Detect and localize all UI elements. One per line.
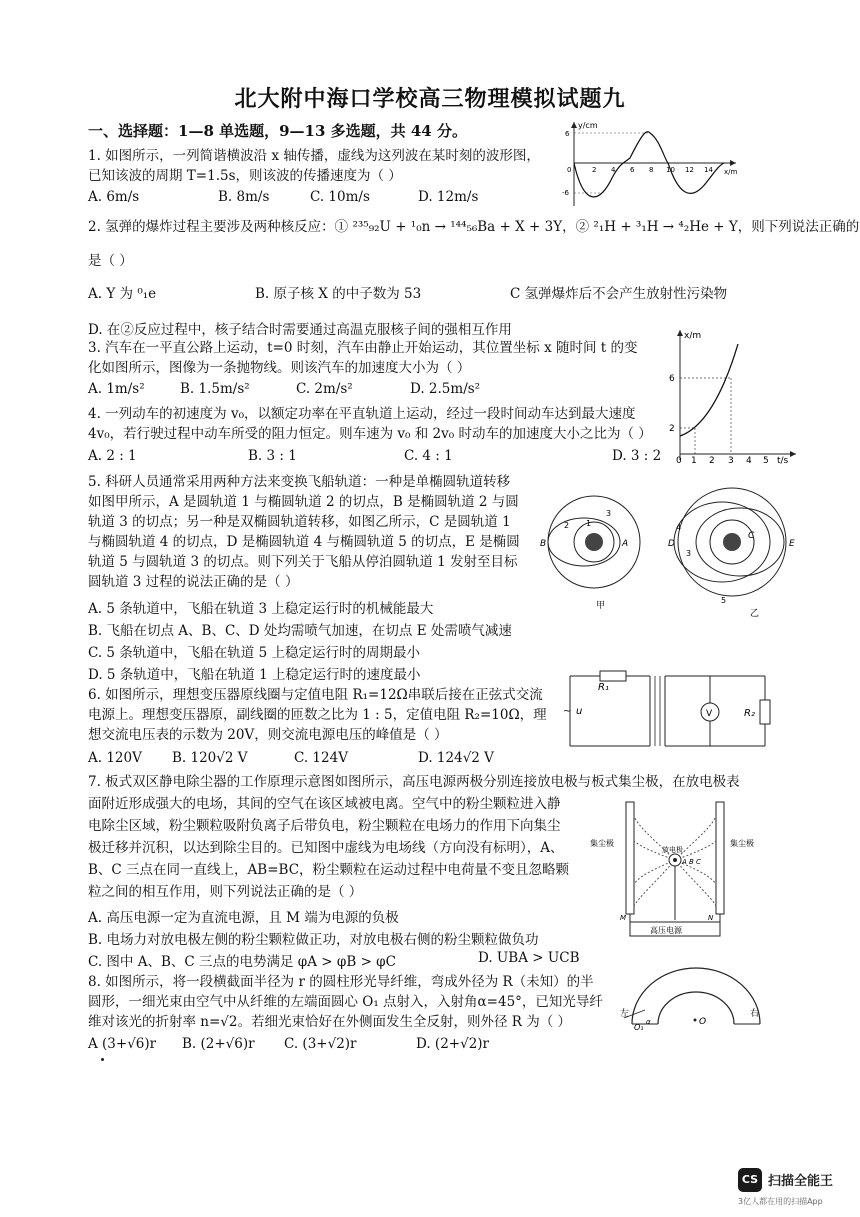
- q8-text-2: 圆形，一细光束由空气中从纤维的左端面圆心 O₁ 点射入，入射角α=45°，已知光导纤: [88, 994, 603, 1010]
- q3-option-c: C. 2m/s²: [296, 381, 353, 397]
- q2-text-2: 是（ ）: [88, 253, 133, 269]
- q1-tick: 4: [611, 166, 616, 174]
- q3-x-tick: 2: [709, 456, 715, 464]
- q7-left-plate-label: 集尘极: [590, 839, 614, 848]
- q1-option-d: D. 12m/s: [418, 189, 479, 205]
- q3-position-graph: [660, 324, 800, 464]
- q8-fiber-figure: [620, 958, 770, 1030]
- q5-label-A: A: [622, 539, 629, 549]
- q6-option-c: C. 124V: [294, 750, 348, 766]
- q8-left-label: 左: [620, 1009, 630, 1019]
- q5-option-d: D. 5 条轨道中，飞船在轨道 1 上稳定运行时的速度最小: [88, 667, 421, 683]
- q1-option-a: A. 6m/s: [88, 189, 140, 205]
- q2-option-b: B. 原子核 X 的中子数为 53: [255, 286, 422, 302]
- page-title: 北大附中海口学校高三物理模拟试题九: [234, 86, 626, 112]
- q8-text-3: 维对该光的折射率 n=√2。若细光束恰好在外侧面发生全反射，则外径 R 为（ ）: [88, 1014, 572, 1030]
- q6-source-u: u: [576, 706, 583, 717]
- q8-option-d: D. (2+√2)r: [416, 1036, 490, 1052]
- q1-text-2: 已知该波的周期 T=1.5s，则该波的传播速度为（ ）: [88, 168, 402, 184]
- q8-alpha-label: α: [646, 1018, 651, 1026]
- q5-label-D: D: [668, 539, 675, 549]
- q6-text-1: 6. 如图所示，理想变压器原线圈与定值电阻 R₁=12Ω串联后接在正弦式交流: [88, 687, 543, 703]
- q4-option-d: D. 3 : 2: [612, 448, 662, 464]
- q7-option-a: A. 高压电源一定为直流电源，且 M 端为电源的负极: [88, 910, 399, 926]
- q7-right-plate-label: 集尘极: [730, 839, 754, 848]
- q5-text-2: 如图甲所示，A 是圆轨道 1 与椭圆轨道 2 的切点，B 是椭圆轨道 2 与圆: [88, 494, 519, 510]
- q4-text-2: 4v₀，若行驶过程中动车所受的阻力恒定。则车速为 v₀ 和 2v₀ 时动车的加速度大小之比为（ ）: [88, 426, 652, 442]
- q1-tick: 14: [704, 166, 713, 174]
- q1-tick: 2: [592, 166, 597, 174]
- q7-text-5: B、C 三点在同一直线上，AB=BC，粉尘颗粒在运动过程中电荷量不变且忽略颗: [88, 862, 570, 878]
- q1-origin: 0: [567, 166, 572, 174]
- section-heading: 一、选择题：1—8 单选题，9—13 多选题，共 44 分。: [88, 122, 467, 140]
- q2-option-c: C 氢弹爆炸后不会产生放射性污染物: [510, 286, 728, 302]
- q5-option-a: A. 5 条轨道中，飞船在轨道 3 上稳定运行时的机械能最大: [88, 601, 434, 617]
- q3-y-label: x/m: [684, 331, 702, 341]
- q1-wave-figure: [560, 118, 740, 210]
- q6-r2-label: R₂: [744, 708, 755, 719]
- q8-option-a: A (3+√6)r: [88, 1036, 157, 1052]
- q1-tick: 6: [630, 166, 635, 174]
- q3-option-b: B. 1.5m/s²: [180, 381, 250, 397]
- q1-tick: 12: [685, 166, 694, 174]
- q8-center-label: O: [699, 1017, 707, 1027]
- scanner-logo: CS: [738, 1168, 762, 1192]
- q1-wave-curve: [574, 132, 724, 197]
- stray-dot: [101, 1058, 104, 1061]
- q5-label-B: B: [540, 539, 547, 549]
- q5-label-3b: 3: [686, 549, 692, 558]
- q7-option-b: B. 电场力对放电极左侧的粉尘颗粒做正功，对放电极右侧的粉尘颗粒做负功: [88, 932, 539, 948]
- q5-orbit-figures: [536, 478, 796, 618]
- scanner-name: 扫描全能王: [768, 1174, 834, 1189]
- q5-text-5: 轨道 5 与圆轨道 3 的切点。则下列关于飞船从停泊圆轨道 1 发射至目标: [88, 554, 518, 570]
- q6-r1-label: R₁: [598, 682, 609, 693]
- q8-text-1: 8. 如图所示，将一段横截面半径为 r 的圆柱形光导纤维，弯成外径为 R（未知）的半: [88, 974, 594, 990]
- q5-option-b: B. 飞船在切点 A、B、C、D 处均需喷气加速，在切点 E 处需喷气减速: [88, 623, 512, 639]
- q1-y-pos: 6: [565, 130, 570, 138]
- q3-y-tick: 6: [669, 374, 675, 384]
- q7-n-label: N: [708, 914, 714, 922]
- q5-label-5: 5: [721, 596, 727, 605]
- q1-text-1: 1. 如图所示，一列简谐横波沿 x 轴传播，虚线为这列波在某时刻的波形图，: [88, 148, 540, 164]
- q1-tick: 8: [649, 166, 654, 174]
- q2-text-1: 2. 氢弹的爆炸过程主要涉及两种核反应：① ²³⁵₉₂U + ¹₀n → ¹⁴⁴₅₆Ba + X + 3Y，② ²₁H + ³₁H → ⁴₂He + Y，则下列说法正确的: [88, 219, 860, 235]
- q3-x-tick: 0: [676, 456, 682, 464]
- q5-option-c: C. 5 条轨道中，飞船在轨道 5 上稳定运行时的周期最小: [88, 645, 420, 661]
- q5-label-jia: 甲: [596, 601, 606, 611]
- q6-option-a: A. 120V: [88, 750, 142, 766]
- q7-power-label: 高压电源: [650, 926, 682, 935]
- q4-option-b: B. 3 : 1: [248, 448, 297, 464]
- q7-electrode-label: 放电极: [662, 846, 683, 854]
- q6-option-d: D. 124√2 V: [418, 750, 494, 766]
- q7-text-2: 面附近形成强大的电场，其间的空气在该区域被电离。空气中的粉尘颗粒进入静: [88, 796, 561, 812]
- q6-voltmeter-label: V: [706, 709, 713, 719]
- q5-label-1: 1: [586, 519, 592, 528]
- q5-label-yi: 乙: [750, 609, 760, 618]
- q3-text-2: 化如图所示，图像为一条抛物线。则该汽车的加速度大小为（ ）: [88, 360, 471, 376]
- q4-option-c: C. 4 : 1: [404, 448, 453, 464]
- q1-option-c: C. 10m/s: [310, 189, 370, 205]
- q3-x-tick: 1: [691, 456, 697, 464]
- q5-text-1: 5. 科研人员通常采用两种方法来变换飞船轨道：一种是单椭圆轨道转移: [88, 474, 511, 490]
- q2-option-d: D. 在②反应过程中，核子结合时需要通过高温克服核子间的强相互作用: [88, 322, 512, 338]
- q5-label-3: 3: [606, 509, 612, 518]
- q5-text-3: 轨道 3 的切点；另一种是双椭圆轨道转移，如图乙所示，C 是圆轨道 1: [88, 514, 511, 530]
- q7-precipitator-figure: [590, 796, 780, 946]
- q7-option-c: C. 图中 A、B、C 三点的电势满足 φA > φB > φC: [88, 954, 396, 970]
- q5-label-E: E: [789, 539, 795, 549]
- scanner-tagline: 3亿人都在用的扫描App: [738, 1197, 823, 1206]
- q3-text-1: 3. 汽车在一平直公路上运动，t=0 时刻，汽车由静止开始运动，其位置坐标 x 随时间 t 的变: [88, 340, 638, 356]
- q7-text-3: 电除尘区域，粉尘颗粒吸附负离子后带负电，粉尘颗粒在电场力的作用下向集尘: [88, 818, 561, 834]
- q5-label-4: 4: [676, 523, 682, 532]
- q7-text-6: 粒之间的相互作用，则下列说法正确的是（ ）: [88, 884, 363, 900]
- q1-option-b: B. 8m/s: [218, 189, 270, 205]
- q8-option-c: C. (3+√2)r: [284, 1036, 357, 1052]
- q5-label-C: C: [748, 531, 755, 541]
- q6-transformer-circuit: [560, 666, 776, 754]
- q1-tick: 10: [666, 166, 675, 174]
- q1-x-label: x/m: [724, 168, 738, 176]
- q7-text-1: 7. 板式双区静电除尘器的工作原理示意图如图所示，高压电源两极分别连接放电极与板式集尘极，在放电极表: [88, 774, 740, 790]
- q8-option-b: B. (2+√6)r: [182, 1036, 255, 1052]
- q5-text-4: 与椭圆轨道 4 的切点，D 是椭圆轨道 4 与椭圆轨道 5 的切点，E 是椭圆: [88, 534, 520, 550]
- q6-source-tilde: ~: [563, 706, 572, 717]
- q5-label-2: 2: [564, 521, 570, 530]
- q4-option-a: A. 2 : 1: [88, 448, 137, 464]
- q3-y-tick: 2: [669, 424, 675, 434]
- q6-text-3: 想交流电压表的示数为 20V，则交流电源电压的峰值是（ ）: [88, 727, 448, 743]
- q7-option-d: D. UBA > UCB: [478, 950, 580, 966]
- q3-option-a: A. 1m/s²: [88, 381, 145, 397]
- q7-text-4: 极迁移并沉积，以达到除尘目的。已知图中虚线为电场线（方向没有标明），A、: [88, 840, 564, 856]
- q3-parabola: [680, 344, 738, 436]
- q8-o1-label: O₁: [634, 1023, 644, 1030]
- q6-option-b: B. 120√2 V: [172, 750, 248, 766]
- q1-y-label: y/cm: [578, 121, 598, 130]
- q3-option-d: D. 2.5m/s²: [410, 381, 481, 397]
- q1-y-neg: -6: [562, 189, 569, 197]
- q5-text-6: 圆轨道 3 过程的说法正确的是（ ）: [88, 574, 299, 590]
- q6-text-2: 电源上。理想变压器原，副线圈的匝数之比为 1 : 5，定值电阻 R₂=10Ω，理: [88, 707, 547, 723]
- q2-option-a: A. Y 为 ⁰₁e: [88, 286, 157, 302]
- q7-m-label: M: [620, 914, 627, 922]
- q4-text-1: 4. 一列动车的初速度为 v₀，以额定功率在平直轨道上运动，经过一段时间动车达到最大速度: [88, 406, 636, 422]
- q3-x-label: t/s: [777, 456, 789, 464]
- q3-x-tick: 5: [763, 456, 769, 464]
- q8-right-label: 右: [750, 1009, 760, 1019]
- q7-abc-label: A B C: [682, 858, 701, 866]
- q3-x-tick: 4: [746, 456, 752, 464]
- q3-x-tick: 3: [728, 456, 734, 464]
